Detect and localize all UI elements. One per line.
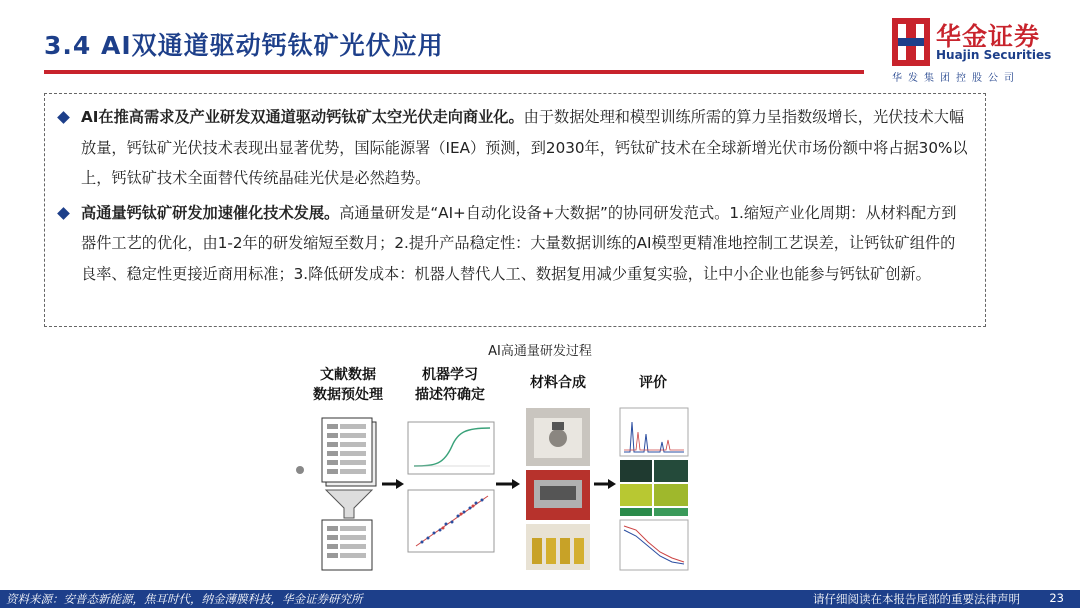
diamond-bullet-icon bbox=[57, 207, 70, 220]
footer-bar bbox=[0, 590, 1080, 608]
page-number: 23 bbox=[1049, 591, 1064, 605]
document-icon bbox=[322, 418, 376, 486]
xrd-spectrum-plot bbox=[620, 408, 688, 456]
logo-subtitle: 华发集团控股公司 bbox=[892, 73, 1020, 84]
process-figure bbox=[296, 362, 696, 582]
funnel-icon bbox=[326, 490, 372, 518]
synthesis-robot-photo bbox=[526, 408, 590, 466]
microscopy-image-grid bbox=[620, 460, 688, 516]
source-note: 资料来源：安普态新能源，焦耳时代，纳金薄膜科技，华金证券研究所 bbox=[6, 592, 363, 606]
ml-scatter-plot bbox=[408, 490, 494, 552]
company-logo bbox=[892, 18, 1070, 88]
figure-title: AI高通量研发过程 bbox=[488, 344, 592, 359]
title-underline bbox=[44, 70, 864, 74]
page-title: 3.4 AI双通道驱动钙钛矿光伏应用 bbox=[44, 31, 444, 60]
bullet-text: 由于数据处理和模型训练所需的算力呈指数级增长，光伏技术大幅放量，钙钛矿光伏技术表现出显著优势，国际能源署（IEA）预测，到2030年，钙钛矿技术在全球新增光伏市场份额中将占据30%以上，钙钛矿技术全面替代传统晶硅光伏是必然趋势。 bbox=[81, 108, 968, 187]
bullet-lead: AI在推高需求及产业研发双通道驱动钙钛矿太空光伏走向商业化。 bbox=[81, 108, 524, 126]
bullet-point bbox=[59, 102, 969, 194]
huajin-logo-icon bbox=[892, 18, 930, 66]
bullet-lead: 高通量钙钛矿研发加速催化技术发展。 bbox=[81, 203, 340, 222]
bullet-point bbox=[59, 198, 969, 290]
bullet-text: 高通量研发是“AI+自动化设备+大数据”的协同研发范式。1.缩短产业化周期：从材料配方到器件工艺的优化，由1-2年的研发缩短至数月；2.提升产品稳定性：大量数据训练的AI模型更精准地控制工艺误差，让钙钛矿组件的良率、稳定性更接近商用标准；3.降低研发成本：机器人替代人工、数据复用减少重复实验，让中小企业也能参与钙钛矿创新。 bbox=[81, 203, 957, 283]
step-label: 数据预处理 bbox=[313, 387, 383, 403]
sample-vials-photo bbox=[526, 524, 590, 570]
step-label: 评价 bbox=[639, 375, 667, 391]
legal-notice: 请仔细阅读在本报告尾部的重要法律声明 bbox=[813, 592, 1020, 606]
step-label: 机器学习 bbox=[422, 367, 478, 383]
ml-curve-plot bbox=[408, 422, 494, 474]
step-label: 描述符确定 bbox=[415, 387, 485, 403]
logo-english-name: Huajin Securities bbox=[936, 48, 1052, 62]
step-label: 材料合成 bbox=[530, 375, 586, 391]
diamond-bullet-icon bbox=[57, 111, 70, 124]
logo-chinese-name: 华金证券 bbox=[936, 22, 1041, 51]
summary-box bbox=[44, 93, 986, 327]
synthesis-equipment-photo bbox=[526, 470, 590, 520]
arrow-right-icon bbox=[496, 479, 520, 489]
arrow-right-icon bbox=[594, 479, 616, 489]
step-label: 文献数据 bbox=[320, 367, 376, 383]
performance-curve-plot bbox=[620, 520, 688, 570]
arrow-right-icon bbox=[382, 479, 404, 489]
document-icon bbox=[322, 520, 372, 570]
start-dot-icon bbox=[296, 466, 304, 474]
